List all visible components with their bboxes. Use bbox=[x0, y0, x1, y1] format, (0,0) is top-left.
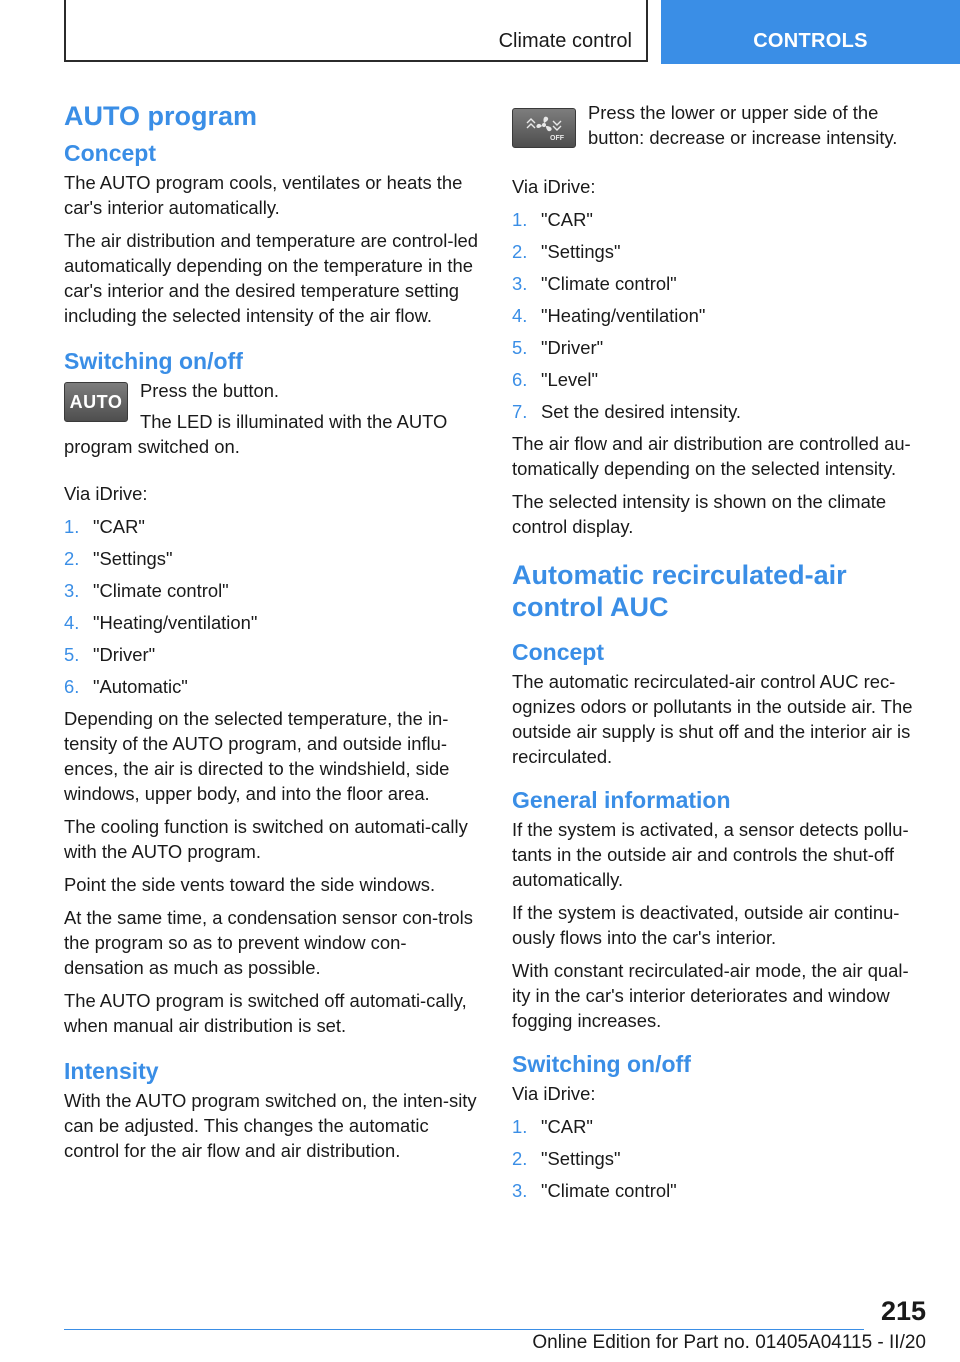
intensity-shown-paragraph: The selected intensity is shown on the climate control display. bbox=[512, 491, 887, 537]
condensation-paragraph: At the same time, a condensation sensor con-trols the program so as to prevent window con-densation as much as possible. bbox=[64, 907, 473, 978]
footer-divider bbox=[64, 1329, 864, 1330]
intensity-heading: Intensity bbox=[64, 1058, 159, 1084]
auto-button-row bbox=[64, 378, 478, 459]
list-item: 2. "Settings" bbox=[512, 241, 621, 262]
general-information-heading: General information bbox=[512, 787, 731, 813]
via-idrive-label: Via iDrive: bbox=[512, 176, 596, 197]
auc-concept-heading: Concept bbox=[512, 639, 604, 665]
list-item: 1. "CAR" bbox=[512, 1116, 593, 1137]
page-number: 215 bbox=[880, 1296, 926, 1326]
auto-button-icon-label: AUTO bbox=[69, 392, 123, 412]
list-item: 4. "Heating/ventilation" bbox=[64, 612, 258, 633]
auto-off-paragraph: The AUTO program is switched off automati-cally, when manual air distribution is set. bbox=[64, 990, 467, 1036]
chapter-tab-label: CONTROLS bbox=[753, 30, 868, 52]
idrive-steps-list bbox=[64, 514, 478, 699]
via-idrive-label: Via iDrive: bbox=[512, 1083, 596, 1104]
general-paragraph-2: If the system is deactivated, outside air continu-ously flows into the car's interior. bbox=[512, 902, 900, 948]
side-vents-paragraph: Point the side vents toward the side windows. bbox=[64, 874, 436, 895]
list-item: 5. "Driver" bbox=[64, 644, 156, 665]
chapter-tab[interactable] bbox=[661, 0, 960, 64]
intensity-paragraph: With the AUTO program switched on, the inten-sity can be adjusted. This changes the automatic control for the air flow and air distribution. bbox=[64, 1090, 477, 1161]
intensity-steps-list bbox=[512, 207, 926, 424]
via-idrive-label: Via iDrive: bbox=[64, 483, 148, 504]
auto-button-icon bbox=[64, 382, 128, 422]
auc-concept-paragraph: The automatic recirculated-air control AUC rec-ognizes odors or pollutants in the outside air. The outside air supply is shut off and the interior air is recirculated. bbox=[512, 671, 913, 767]
list-item: 6. "Automatic" bbox=[64, 676, 188, 697]
list-item: 7. Set the desired intensity. bbox=[512, 401, 742, 422]
right-column bbox=[512, 100, 926, 1210]
general-paragraph-1: If the system is activated, a sensor detects pollu-tants in the outside air and controls the shut-off automatically. bbox=[512, 819, 909, 890]
press-button-text: Press the button. bbox=[140, 380, 280, 401]
list-item: 3. "Climate control" bbox=[64, 580, 229, 601]
fan-off-icon bbox=[512, 108, 576, 148]
svg-text:OFF: OFF bbox=[550, 135, 564, 142]
airflow-paragraph: The air flow and air distribution are controlled au-tomatically depending on the selected intensity. bbox=[512, 433, 911, 479]
list-item: 6. "Level" bbox=[512, 369, 599, 390]
left-column bbox=[64, 100, 478, 1171]
list-item: 2. "Settings" bbox=[512, 1148, 621, 1169]
cooling-paragraph: The cooling function is switched on automati-cally with the AUTO program. bbox=[64, 816, 468, 862]
switching-heading: Switching on/off bbox=[64, 348, 243, 374]
intensity-button-text: Press the lower or upper side of the button: decrease or increase intensity. bbox=[588, 102, 898, 148]
list-item: 1. "CAR" bbox=[512, 209, 593, 230]
list-item: 4. "Heating/ventilation" bbox=[512, 305, 706, 326]
section-title: Climate control bbox=[498, 30, 632, 52]
concept-paragraph-1: The AUTO program cools, ventilates or heats the car's interior automatically. bbox=[64, 172, 463, 218]
auc-switching-heading: Switching on/off bbox=[512, 1051, 691, 1077]
edition-note: Online Edition for Part no. 01405A04115 - II/20 bbox=[532, 1332, 926, 1353]
auc-steps-list bbox=[512, 1114, 926, 1203]
auc-title: Automatic recirculated-air control AUC bbox=[512, 560, 847, 622]
list-item: 3. "Climate control" bbox=[512, 1180, 677, 1201]
list-item: 5. "Driver" bbox=[512, 337, 604, 358]
intensity-button-row bbox=[512, 100, 926, 164]
list-item: 3. "Climate control" bbox=[512, 273, 677, 294]
air-direction-paragraph: Depending on the selected temperature, the in-tensity of the AUTO program, and outside influ-ences, the air is directed to the windshield, side windows, upper body, and into the floor area. bbox=[64, 708, 450, 804]
list-item: 2. "Settings" bbox=[64, 548, 173, 569]
concept-heading: Concept bbox=[64, 140, 156, 166]
auto-program-title: AUTO program bbox=[64, 101, 258, 131]
header-frame bbox=[64, 0, 648, 62]
list-item: 1. "CAR" bbox=[64, 516, 145, 537]
led-text: The LED is illuminated with the AUTO program switched on. bbox=[64, 411, 448, 457]
general-paragraph-3: With constant recirculated-air mode, the air qual-ity in the car's interior deteriorates and window fogging increases. bbox=[512, 960, 909, 1031]
concept-paragraph-2: The air distribution and temperature are control-led automatically depending on the temperature in the car's interior and the desired temperature setting including the selected intensity of the air flow. bbox=[64, 230, 479, 326]
